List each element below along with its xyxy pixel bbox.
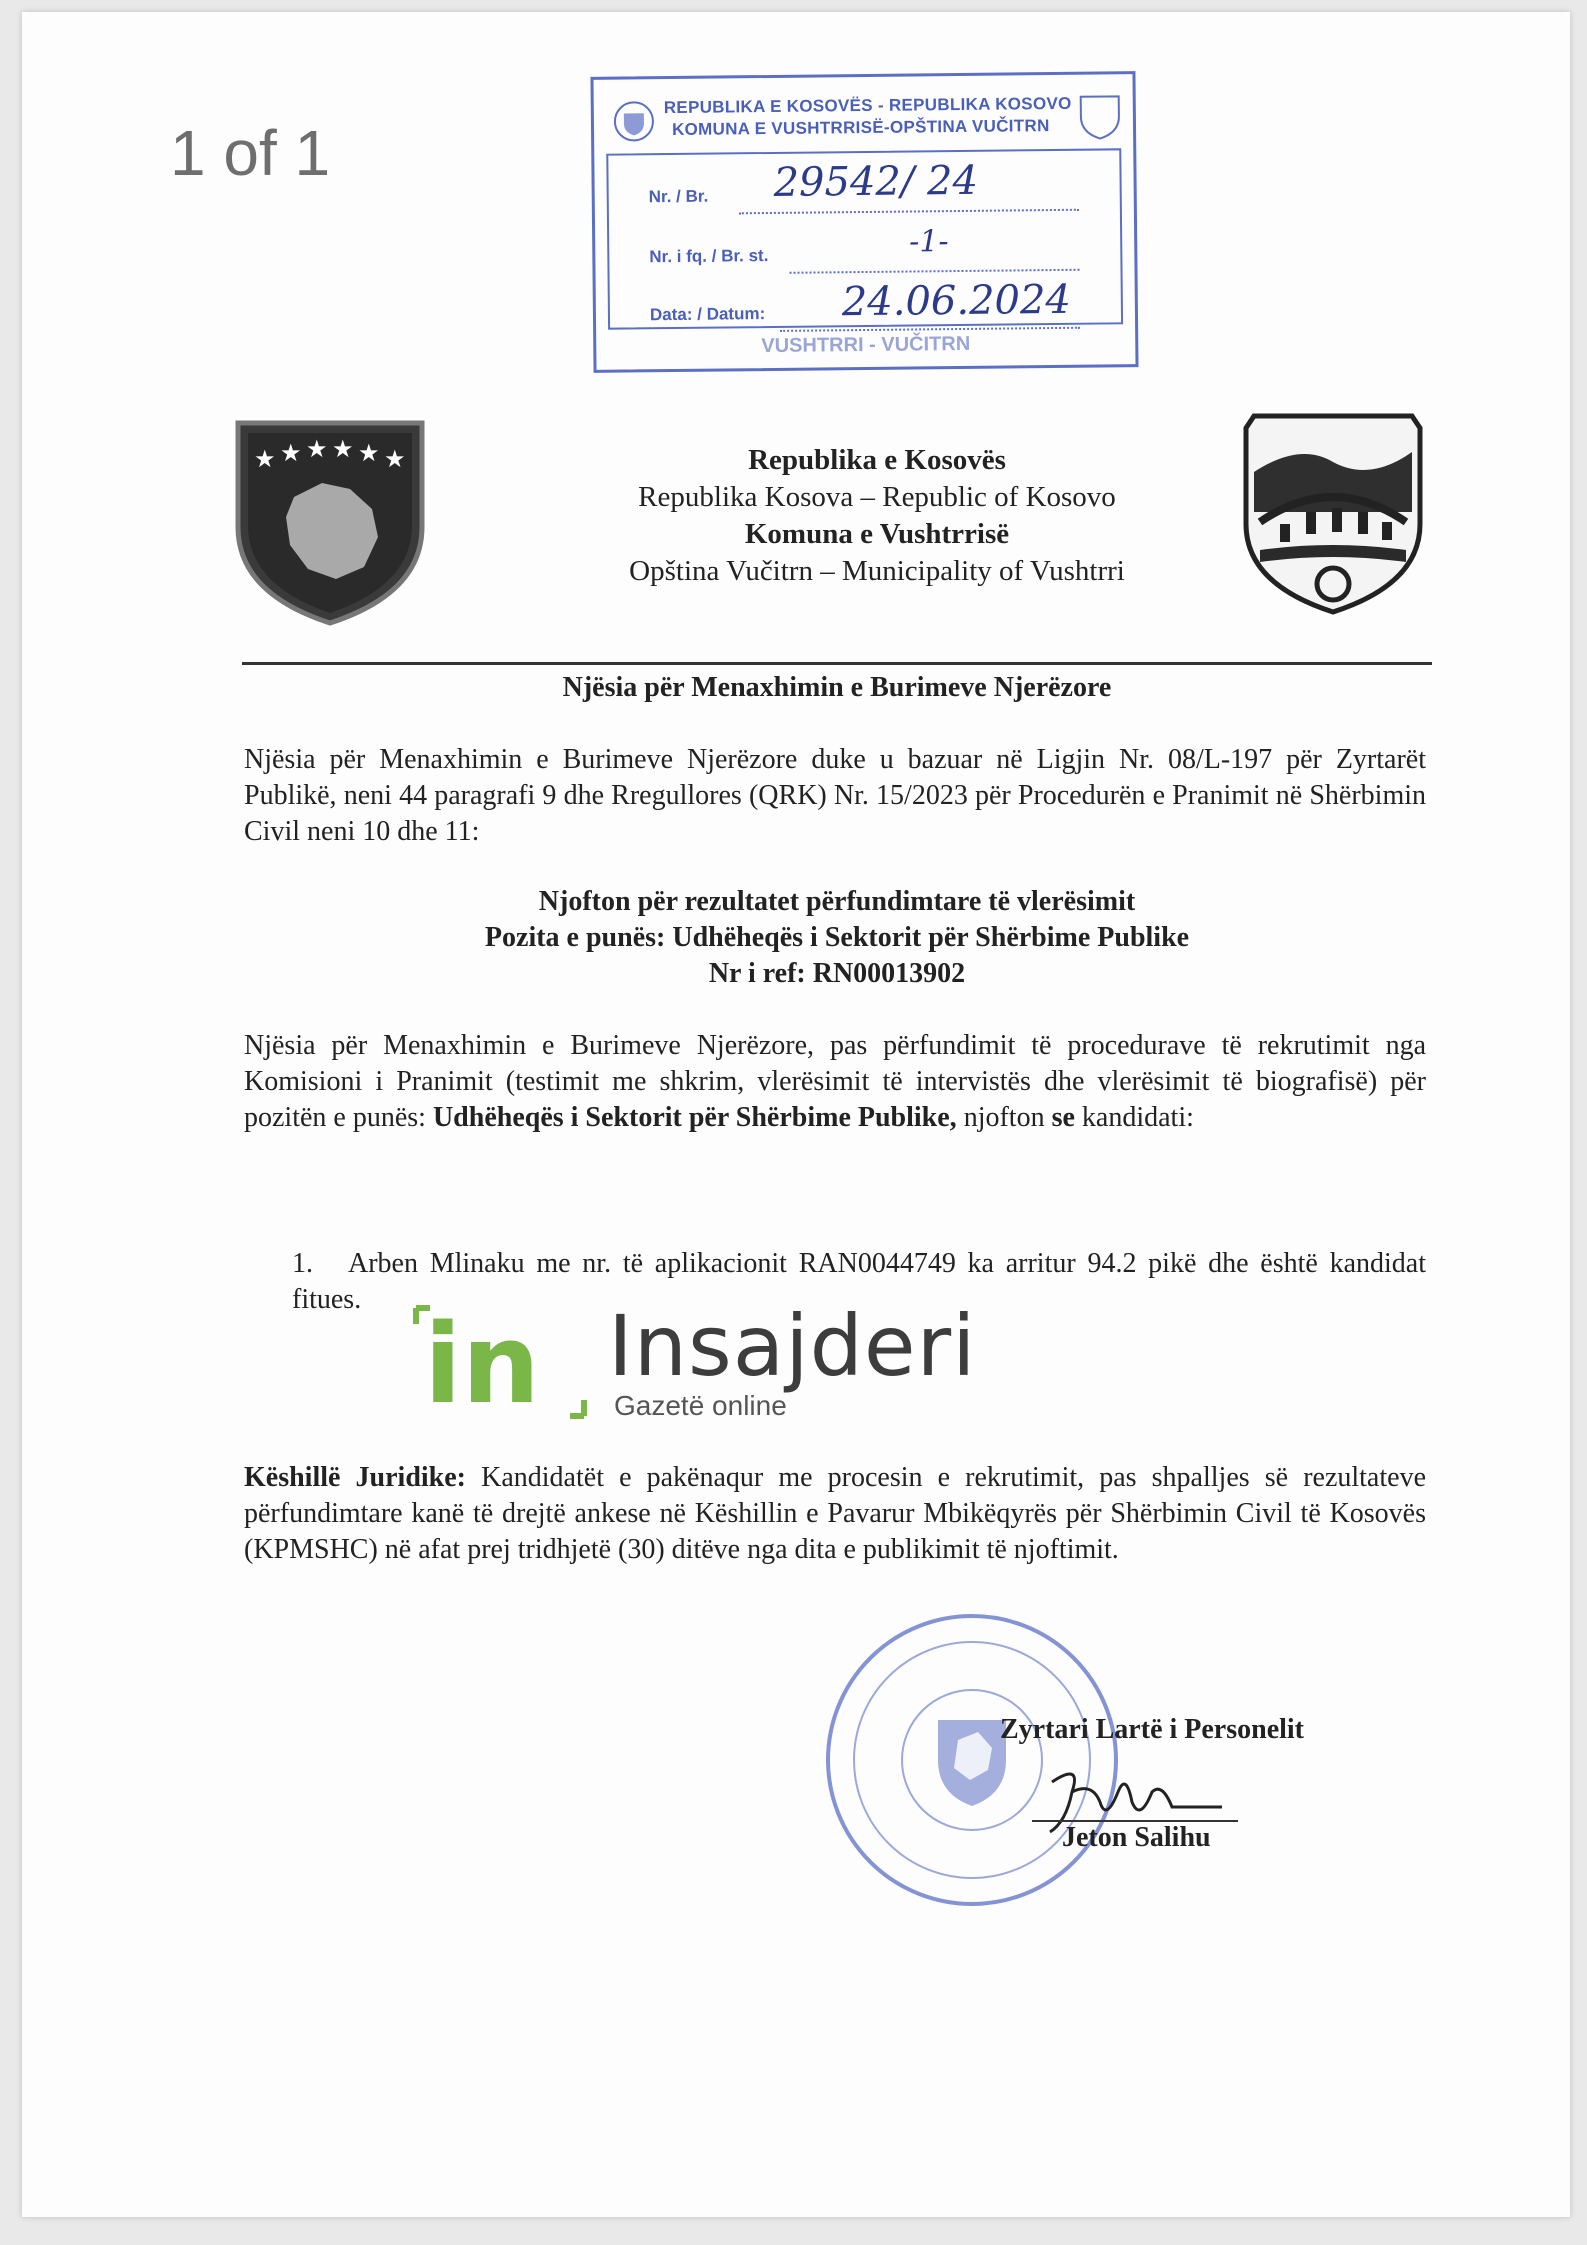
insajderi-mark: in — [424, 1302, 541, 1422]
svg-text:★: ★ — [332, 435, 354, 463]
document-page — [22, 12, 1570, 2217]
svg-text:★: ★ — [384, 445, 406, 473]
page-counter: 1 of 1 — [170, 117, 331, 189]
stamp-date-value: 24.06.2024 — [841, 276, 1072, 326]
svg-text:★: ★ — [280, 439, 302, 467]
notice-line1: Njofton për rezultatet përfundimtare të vlerësimit — [538, 886, 1136, 917]
body-part2: njofton — [956, 1102, 1052, 1133]
stamp-fq-line — [790, 269, 1080, 274]
vushtrri-emblem-icon — [1240, 412, 1426, 617]
svg-text:★: ★ — [306, 435, 328, 463]
intro-paragraph: Njësia për Menaxhimin e Burimeve Njerëzore duke u bazuar në Ligjin Nr. 08/L-197 për Zyrtarët Publikë, neni 44 paragrafi 9 dhe Rregullores (QRK) Nr. 15/2023 për Procedurën e Pranimit në Shërbimin Civil neni 10 dhe 11: — [244, 744, 1426, 847]
svg-text:★: ★ — [254, 445, 276, 473]
stamp-header-line2: KOMUNA E VUSHTRRISË-OPŠTINA VUČITRN — [671, 116, 1050, 140]
header-divider — [242, 662, 1432, 665]
stamp-date-label: Data: / Datum: — [649, 304, 766, 325]
insajderi-tagline: Gazetë online — [614, 1390, 787, 1421]
result-text: Arben Mlinaku me nr. të aplikacionit RAN0044749 ka arritur 94.2 pikë dhe është kandidat fitues. — [292, 1248, 1426, 1315]
result-number: 1. — [292, 1248, 313, 1279]
body-part1: Njësia për Menaxhimin e Burimeve Njerëzore, pas përfundimit të procedurave të rekrutimit nga Komisioni i Pranimit (testimit me shkrim, vlerësimit të intervistës dhe vlerësimit të biografisë) për pozitën e punës: — [244, 1030, 1426, 1133]
header-block — [482, 442, 1272, 590]
insajderi-wordmark: Insajderi — [608, 1297, 977, 1395]
header-line2: Republika Kosova – Republic of Kosovo — [638, 481, 1116, 513]
legal-advice-text: Kandidatët e pakënaqur me procesin e rekrutimit, pas shpalljes së rezultateve përfundimtare kanë të drejtë ankese në Këshillin e Pavarur Mbikëqyrës për Shërbimin Civil të Kosovës (KPMSHC) në afat prej tridhjetë (30) ditëve nga dita e publikimit të njoftimit. — [244, 1462, 1426, 1565]
registry-stamp — [590, 71, 1138, 373]
body-part3: kandidati: — [1074, 1102, 1194, 1133]
stamp-nr-value: 29542/ 24 — [773, 157, 979, 206]
notice-line3: Nr i ref: RN00013902 — [708, 958, 966, 989]
legal-advice-label: Këshillë Juridike: — [244, 1462, 467, 1493]
stamp-header — [664, 93, 1072, 141]
legal-advice — [244, 1460, 1426, 1568]
municipal-emblem-icon — [1077, 90, 1124, 140]
stamp-fq-label: Nr. i fq. / Br. st. — [649, 246, 769, 267]
stamp-inner-frame — [606, 148, 1123, 329]
header-line3: Komuna e Vushtrrisë — [744, 518, 1010, 550]
kosovo-coat-of-arms-icon — [232, 417, 428, 627]
body-paragraph — [244, 1028, 1426, 1136]
stamp-nr-label: Nr. / Br. — [648, 186, 709, 207]
stamp-fq-value: -1- — [909, 224, 949, 260]
body-se: se — [1051, 1102, 1075, 1133]
coat-of-arms-icon — [612, 99, 656, 143]
stamp-date-line — [780, 327, 1080, 332]
signatory-title: Zyrtari Lartë i Personelit — [1000, 1714, 1305, 1745]
unit-title: Njësia për Menaxhimin e Burimeve Njerëzore — [562, 672, 1112, 703]
header-line4: Opština Vučitrn – Municipality of Vushtrri — [629, 555, 1125, 587]
svg-text:★: ★ — [358, 439, 380, 467]
insajderi-logo-icon — [410, 1302, 590, 1422]
notice-line2: Pozita e punës: Udhëheqës i Sektorit për Shërbime Publike — [484, 922, 1190, 953]
header-line1: Republika e Kosovës — [748, 444, 1006, 476]
signatory-name: Jeton Salihu — [1062, 1822, 1211, 1853]
stamp-footer: VUSHTRRI - VUČITRN — [761, 332, 971, 358]
body-position: Udhëheqës i Sektorit për Shërbime Publike, — [432, 1102, 957, 1133]
notice-heading — [322, 884, 1352, 992]
stamp-nr-line — [739, 209, 1079, 215]
stamp-header-line1: REPUBLIKA E KOSOVËS - REPUBLIKA KOSOVO — [663, 93, 1072, 118]
